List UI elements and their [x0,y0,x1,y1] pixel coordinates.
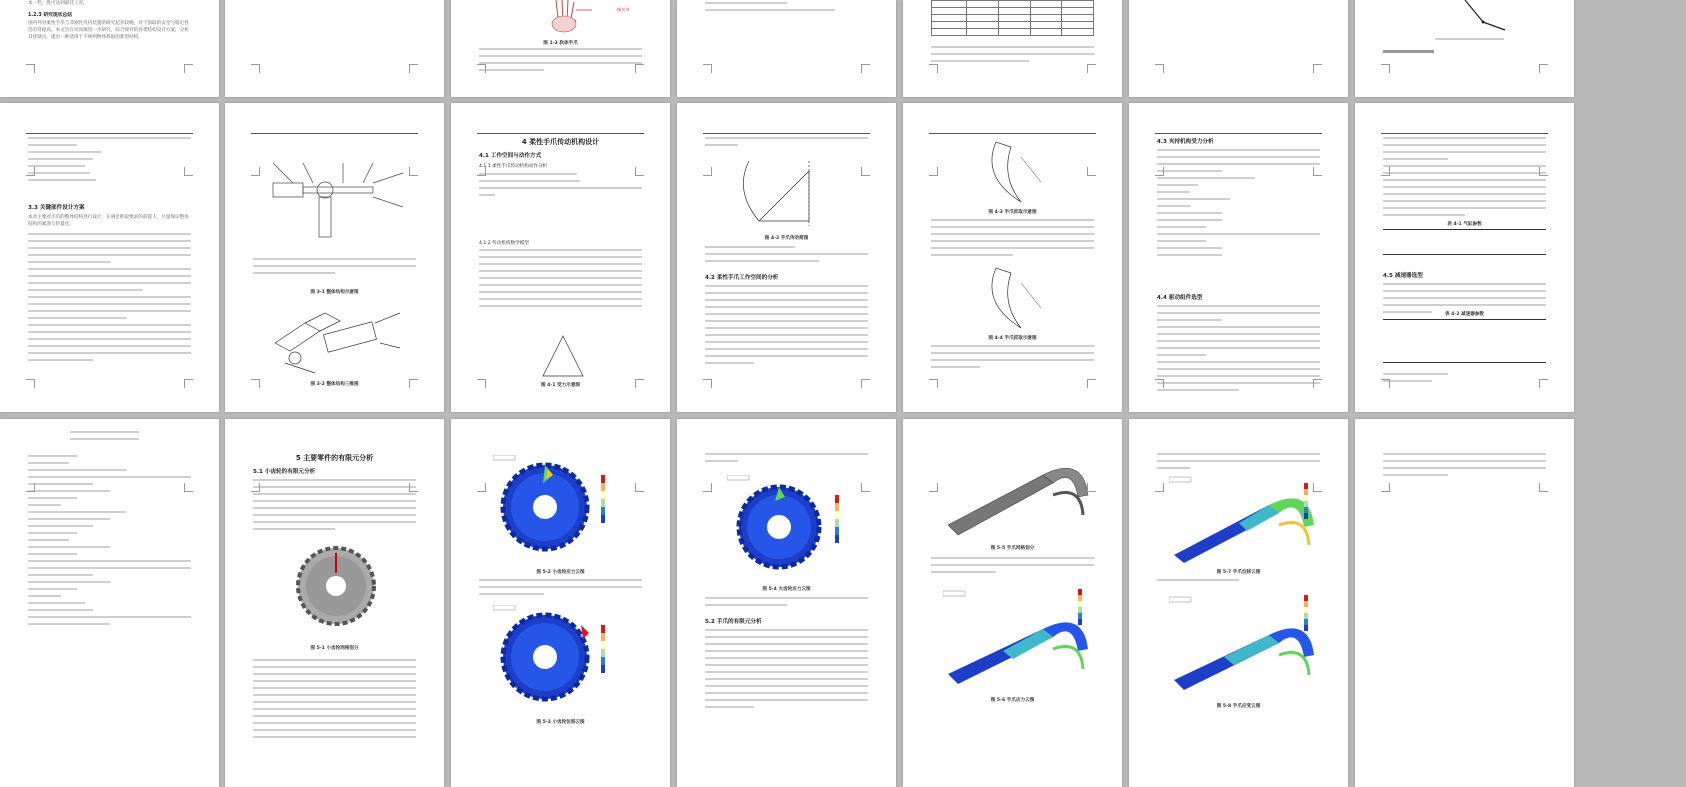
figure-caption: 图 5-6 手爪应力云图 [990,698,1035,703]
crop-mark [1155,167,1164,176]
paragraph-lines [28,137,191,186]
figure-caption: 图 3-2 整体结构三维图 [310,382,359,387]
crop-mark [703,379,712,388]
crop-mark [1381,64,1390,73]
subsection-heading: 4.1.2 传动机构数学模型 [479,241,529,246]
crop-mark [26,64,35,73]
paragraph-lines [479,173,642,201]
page-header-rule [251,133,418,134]
paragraph-lines [931,46,1094,67]
paragraph-lines [931,345,1094,373]
page-r3c3 [451,419,670,787]
figure-caption: 图 4-4 手爪抓取示意图 [988,336,1037,341]
crop-mark [409,379,418,388]
reducer-parameter-table [1383,319,1546,363]
figure-caption: 图 1-3 软体手爪 [543,41,578,46]
page-r2c2 [225,103,444,412]
crop-mark [929,379,938,388]
figure-caption: 图 4-2 手爪传动简图 [764,236,809,241]
crop-mark [26,379,35,388]
page-r3c7 [1355,419,1574,787]
page-header-rule [929,133,1096,134]
crop-mark [635,167,644,176]
paragraph-lines [705,2,868,16]
parameter-table [931,0,1094,36]
section-heading: 4.4 驱动组件选型 [1157,295,1203,301]
crop-mark [477,64,486,73]
page-r2c4 [677,103,896,412]
crop-mark [861,167,870,176]
crop-mark [477,167,486,176]
paragraph-lines [1383,137,1546,221]
gear-displacement-contour [493,605,613,705]
crop-mark [1313,483,1322,492]
page-r2c7 [1355,103,1574,412]
crop-mark [251,379,260,388]
figure-caption: 图 5-2 小齿轮应力云图 [536,570,585,575]
crop-mark [251,167,260,176]
crop-mark [1087,379,1096,388]
section-heading: 4.2 柔性手爪工作空间的分析 [705,275,779,281]
gear-stress-contour [493,455,613,555]
crop-mark [1539,64,1548,73]
table-caption: 表 4-2 减速器参数 [1444,312,1485,317]
page-r1c5 [903,0,1122,97]
section-heading: 3.3 关键部件设计方案 [28,205,85,211]
paragraph-lines [28,455,191,630]
paragraph-lines [705,629,868,713]
gripper-grasp-sketch-1 [981,137,1051,207]
page-r3c6 [1129,419,1348,787]
caption-line [1435,38,1504,45]
soft-hand-figure [536,0,596,38]
gripper-mesh-render [943,455,1093,540]
paragraph-lines [1157,149,1320,261]
page-r3c2 [225,419,444,787]
chapter-title: 5 主要零件的有限元分析 [295,454,374,462]
crop-mark [1155,64,1164,73]
crop-mark [251,64,260,73]
paragraph-lines [705,285,868,369]
crop-mark [929,64,938,73]
crop-mark [1155,379,1164,388]
page-header-rule [26,133,193,134]
section-heading: 4.3 夹持机构受力分析 [1157,139,1214,145]
legend-lines [253,258,416,279]
page-r1c1 [0,0,219,97]
section-line [1383,50,1434,58]
figure-caption: 图 5-1 小齿轮网格划分 [310,646,359,651]
page-top-line: 本一些，胜可达到最佳工况。 [28,1,88,6]
crop-mark [635,64,644,73]
formula-lines [70,431,139,445]
assembly-drawing [263,153,411,243]
figure-caption: 图 4-3 手爪抓取示意图 [988,210,1037,215]
crop-mark [1381,379,1390,388]
figure-label: 指关节 [617,7,630,12]
paragraph-lines [253,659,416,743]
section-heading: 4.1 工作空间与动作方式 [479,153,542,159]
page-r3c1 [0,419,219,787]
page-r2c3 [451,103,670,412]
crop-mark [861,379,870,388]
page-r2c5 [903,103,1122,412]
section-heading: 5.2 手爪的有限元分析 [705,619,762,625]
3d-assembly-render [265,303,405,378]
page-r1c2 [225,0,444,97]
page-r1c4 [677,0,896,97]
gripper-grasp-sketch-2 [981,263,1051,333]
crop-mark [184,379,193,388]
page-header-rule [703,133,870,134]
crop-mark [1539,379,1548,388]
crop-mark [635,379,644,388]
crop-mark [1381,483,1390,492]
crop-mark [1381,167,1390,176]
paragraph-lines [479,249,642,312]
paragraph-lines [253,479,416,535]
crop-mark [1313,167,1322,176]
paragraph-lines [1157,453,1320,474]
gripper-strain-contour [1169,595,1319,695]
crop-mark [929,167,938,176]
section-heading: 5.1 小齿轮的有限元分析 [253,469,316,475]
figure-caption: 图 3-1 整体结构示意图 [310,290,359,295]
paragraph-lines [705,246,868,267]
paragraph-lines [1383,373,1546,387]
crop-mark [251,483,260,492]
page-r3c5 [903,419,1122,787]
page-body: 国内外对柔性手爪与非刚性夹持装置的研究起步较晚，对于抓取的安全与稳定性仍有待提高，本文旨在对其做进一步研究，综合现有的各类结构设计方案，分析其优缺点，提出一种适用于不规则物体抓取的新型结构。 [28,21,189,41]
crop-mark [1539,167,1548,176]
page-r1c3 [451,0,670,97]
large-gear-stress-contour [727,475,847,575]
crop-mark [703,483,712,492]
page-header-rule [1381,133,1548,134]
crop-mark [861,64,870,73]
page-body: 本章主要对手爪的整体结构进行设计，在满足抓取要求的前提下，尽量保证整体结构的紧凑与轻量化。 [28,215,189,228]
paragraph-lines [1157,579,1320,586]
force-triangle-diagram [533,331,593,381]
crop-mark [1087,64,1096,73]
linkage-diagram [1455,0,1515,34]
crop-mark [1313,64,1322,73]
section-heading: 4.5 减速器选型 [1383,273,1423,279]
figure-caption: 图 5-8 手爪应变云图 [1216,704,1261,709]
crop-mark [477,379,486,388]
paragraph-lines [705,137,868,151]
gripper-kinematic-sketch [729,151,839,231]
gear-mesh-render [291,541,381,631]
crop-mark [1313,379,1322,388]
paragraph-lines [479,579,642,600]
crop-mark [409,167,418,176]
crop-mark [703,167,712,176]
crop-mark [184,64,193,73]
figure-caption: 图 4-1 受力示意图 [540,383,581,388]
crop-mark [184,483,193,492]
section-heading: 1.2.3 研究现状总结 [28,13,73,18]
page-r2c1 [0,103,219,412]
crop-mark [409,483,418,492]
page-r1c6 [1129,0,1348,97]
crop-mark [26,167,35,176]
crop-mark [477,483,486,492]
gripper-displacement-contour [1169,475,1319,565]
figure-caption: 图 5-5 手爪网格划分 [990,546,1035,551]
paragraph-lines [931,557,1094,578]
crop-mark [929,483,938,492]
paragraph-lines [705,597,868,611]
chapter-title: 4 柔性手爪传动机构设计 [521,138,600,146]
crop-mark [1155,483,1164,492]
table-caption: 表 4-1 气缸参数 [1447,222,1482,227]
page-header-rule [477,133,644,134]
crop-mark [1087,483,1096,492]
crop-mark [1539,483,1548,492]
paragraph-lines [931,219,1094,261]
page-r2c6 [1129,103,1348,412]
paragraph-lines [705,453,868,467]
paragraph-lines [1157,305,1320,396]
page-r3c4 [677,419,896,787]
crop-mark [635,483,644,492]
gripper-stress-contour [943,589,1093,689]
crop-mark [1087,167,1096,176]
paragraph-lines [1383,453,1546,481]
figure-caption: 图 5-7 手爪位移云图 [1216,570,1261,575]
page-r1c7 [1355,0,1574,97]
paragraph-lines [28,233,191,366]
subsection-heading: 4.1.1 柔性手爪传动机构动作分析 [479,164,548,169]
figure-caption: 图 5-3 小齿轮位移云图 [536,720,585,725]
crop-mark [409,64,418,73]
crop-mark [184,167,193,176]
crop-mark [861,483,870,492]
crop-mark [703,64,712,73]
cylinder-parameter-table [1383,229,1546,255]
page-header-rule [1155,133,1322,134]
figure-caption: 图 5-4 大齿轮应力云图 [762,587,811,592]
crop-mark [26,483,35,492]
paragraph-lines [479,48,642,76]
